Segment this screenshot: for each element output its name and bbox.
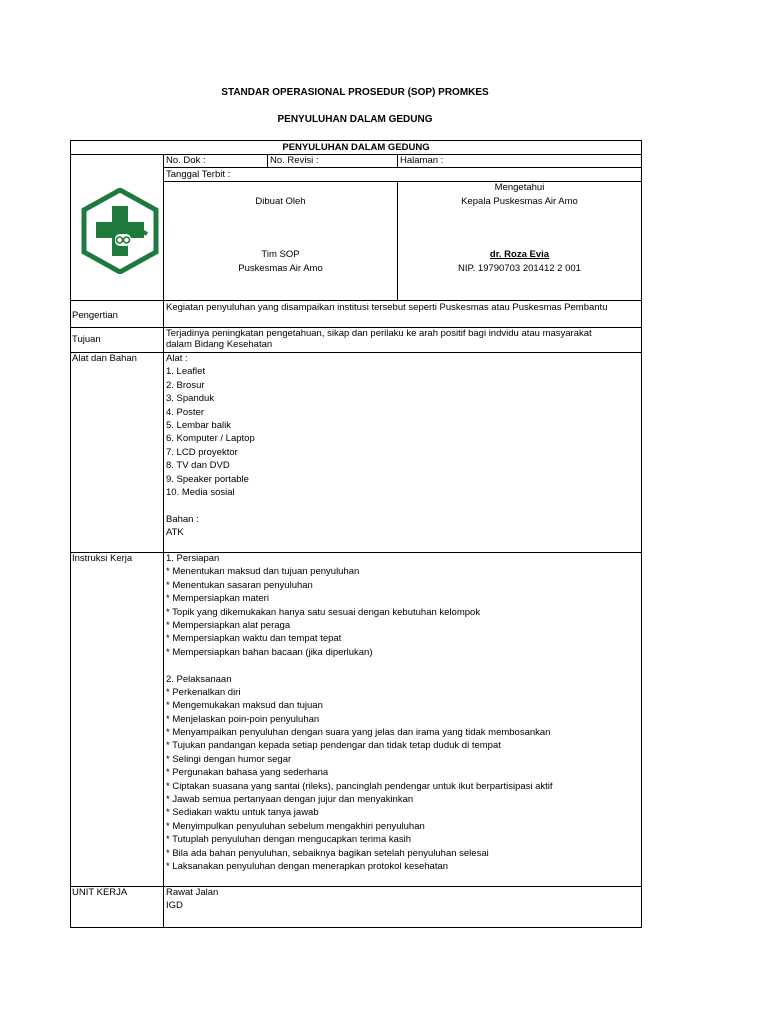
alat-bahan-item: 1. Leaflet <box>166 366 206 378</box>
sop-form-table <box>70 140 642 928</box>
halaman-field: Halaman : <box>400 155 444 166</box>
instruksi-kerja-list <box>166 552 553 873</box>
alat-bahan-list <box>166 352 255 539</box>
instruksi-kerja-item: * Mempersiapkan alat peraga <box>166 619 291 631</box>
mengetahui-jabatan: Kepala Puskesmas Air Amo <box>461 196 578 207</box>
instruksi-kerja-item: * Tutuplah penyuluhan dengan mengucapkan terima kasih <box>166 834 412 846</box>
instruksi-kerja-item: * Menentukan sasaran penyuluhan <box>166 579 313 591</box>
alat-bahan-item: 3. Spanduk <box>166 393 215 405</box>
instruksi-kerja-item: * Menentukan maksud dan tujuan penyuluhan <box>166 566 360 578</box>
table-rule <box>71 352 641 353</box>
instruksi-kerja-item: * Topik yang dikemukakan hanya satu sesuai dengan kebutuhan kelompok <box>166 606 481 618</box>
instruksi-kerja-item: * Pergunakan bahasa yang sederhana <box>166 767 329 779</box>
instruksi-kerja-item: * Menyampaikan penyuluhan dengan suara yang jelas dan irama yang tidak membosankan <box>166 727 551 739</box>
alat-bahan-item: 8. TV dan DVD <box>166 460 230 472</box>
dibuat-oleh-label: Dibuat Oleh <box>255 196 306 207</box>
tujuan-text-line-1: Terjadinya peningkatan pengetahuan, sikap dan perilaku ke arah positif bagi indvidu atau masyarakat <box>166 328 592 339</box>
instruksi-kerja-label: Instruksi Kerja <box>72 553 133 564</box>
alat-bahan-item: ATK <box>166 527 184 539</box>
alat-bahan-item: 2. Brosur <box>166 379 205 391</box>
instruksi-kerja-item: 1. Persiapan <box>166 553 220 564</box>
instruksi-kerja-item: * Tujukan pandangan kepada setiap pendengar dan tidak tetap duduk di tempat <box>166 740 501 752</box>
alat-bahan-label: Alat dan Bahan <box>72 353 137 364</box>
instruksi-kerja-item: * Menjelaskan poin-poin penyuluhan <box>166 713 320 725</box>
puskesmas-logo-icon <box>81 188 159 274</box>
document-subtitle: PENYULUHAN DALAM GEDUNG <box>277 114 433 125</box>
instruksi-kerja-item: * Mempersiapkan materi <box>166 593 269 605</box>
unit-kerja-item: Rawat Jalan <box>166 887 219 898</box>
alat-bahan-item: 10. Media sosial <box>166 486 235 498</box>
pengertian-label: Pengertian <box>72 310 118 321</box>
alat-bahan-item: Alat : <box>166 353 188 364</box>
instruksi-kerja-item: * Ciptakan suasana yang santai (rileks), pancinglah pendengar untuk ikut berpartisipasi aktif <box>166 780 553 792</box>
mengetahui-nama: dr. Roza Evia <box>489 249 550 260</box>
instruksi-kerja-item: * Laksanakan penyuluhan dengan menerapkan protokol kesehatan <box>166 860 449 872</box>
tujuan-text-line-2: dalam Bidang Kesehatan <box>166 339 273 350</box>
instruksi-kerja-item: * Mempersiapkan waktu dan tempat tepat <box>166 633 342 645</box>
table-rule <box>71 886 641 887</box>
table-title: PENYULUHAN DALAM GEDUNG <box>282 142 430 153</box>
tujuan-label: Tujuan <box>72 334 101 345</box>
document-title: STANDAR OPERASIONAL PROSEDUR (SOP) PROMKES <box>221 87 489 98</box>
unit-kerja-item: IGD <box>166 900 183 912</box>
instruksi-kerja-item <box>166 659 553 672</box>
no-dok-field: No. Dok : <box>166 155 206 166</box>
alat-bahan-item: 4. Poster <box>166 406 205 418</box>
instruksi-kerja-item: * Menyimpulkan penyuluhan sebelum mengakhiri penyuluhan <box>166 820 425 832</box>
table-rule <box>397 154 398 167</box>
alat-bahan-item: 6. Komputer / Laptop <box>166 433 255 445</box>
mengetahui-nip: NIP. 19790703 201412 2 001 <box>458 263 581 274</box>
instruksi-kerja-item: * Mengemukakan maksud dan tujuan <box>166 700 323 712</box>
instruksi-kerja-item: * Bila ada bahan penyuluhan, sebaiknya bagikan setelah penyuluhan selesai <box>166 847 489 859</box>
instruksi-kerja-item: * Jawab semua pertanyaan dengan jujur dan menyakinkan <box>166 794 414 806</box>
unit-kerja-label: UNIT KERJA <box>72 887 128 898</box>
alat-bahan-item <box>166 499 255 512</box>
dibuat-oleh-unit: Puskesmas Air Amo <box>238 263 323 274</box>
pengertian-text: Kegiatan penyuluhan yang disampaikan institusi tersebut seperti Puskesmas atau Puskesmas Pembantu <box>166 302 608 313</box>
tanggal-terbit-field: Tanggal Terbit : <box>166 169 231 180</box>
alat-bahan-item: 9. Speaker portable <box>166 473 249 485</box>
alat-bahan-item: Bahan : <box>166 513 199 525</box>
mengetahui-label: Mengetahui <box>494 182 545 193</box>
instruksi-kerja-item: 2. Pelaksanaan <box>166 673 232 685</box>
instruksi-kerja-item: * Sediakan waktu untuk tanya jawab <box>166 807 319 819</box>
instruksi-kerja-item: * Mempersiapkan bahan bacaan (jika diperlukan) <box>166 646 373 658</box>
instruksi-kerja-item: * Perkenalkan diri <box>166 686 241 698</box>
table-rule <box>267 154 268 167</box>
dibuat-oleh-nama: Tim SOP <box>261 249 300 260</box>
no-revisi-field: No. Revisi : <box>270 155 319 166</box>
unit-kerja-list <box>166 886 218 913</box>
alat-bahan-item: 5. Lembar balik <box>166 419 231 431</box>
instruksi-kerja-item: * Selingi dengan humor segar <box>166 753 292 765</box>
alat-bahan-item: 7. LCD proyektor <box>166 446 238 458</box>
